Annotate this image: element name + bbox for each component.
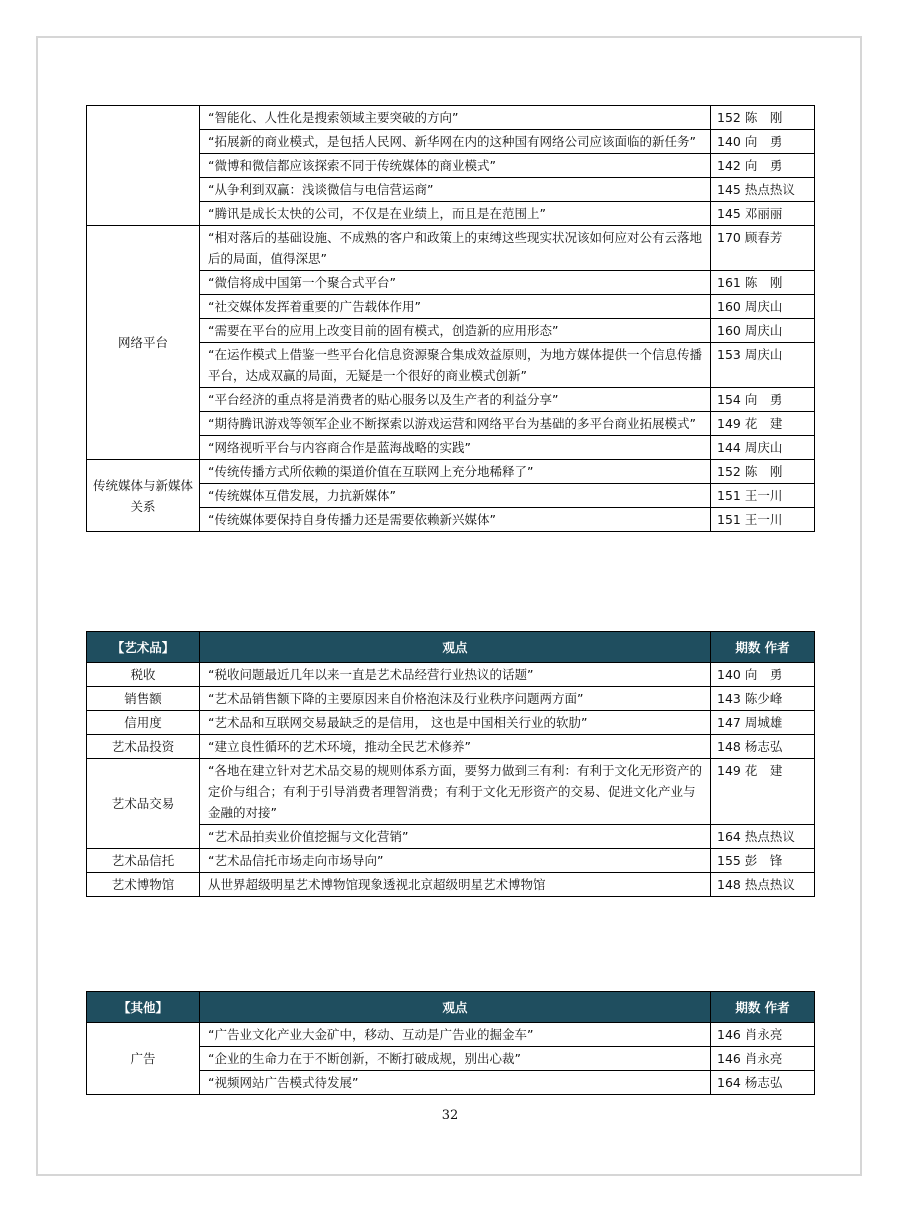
issue-author-cell bbox=[711, 388, 815, 412]
issue-number: 170 bbox=[717, 230, 741, 245]
header-category: 【其他】 bbox=[87, 992, 200, 1023]
view-cell: “传统媒体要保持自身传播力还是需要依赖新兴媒体” bbox=[200, 508, 711, 532]
author-name: 花 建 bbox=[744, 763, 783, 778]
view-cell: “各地在建立针对艺术品交易的规则体系方面，要努力做到三有利：有利于文化无形资产的定价与组合；有利于引导消费者理智消费；有利于文化无形资产的交易、促进文化产业与金融的对接” bbox=[200, 759, 711, 825]
category-cell: 传统媒体与新媒体关系 bbox=[87, 460, 200, 532]
issue-author-cell bbox=[711, 319, 815, 343]
author-name: 热点热议 bbox=[744, 877, 795, 892]
table-row bbox=[87, 226, 815, 271]
issue-number: 153 bbox=[717, 347, 741, 362]
issue-author-cell bbox=[711, 1047, 815, 1071]
header-category: 【艺术品】 bbox=[87, 632, 200, 663]
category-cell: 艺术品交易 bbox=[87, 759, 200, 849]
category-cell-empty bbox=[87, 106, 200, 226]
category-cell: 税收 bbox=[87, 663, 200, 687]
view-cell: “广告业文化产业大金矿中，移动、互动是广告业的掘金车” bbox=[200, 1023, 711, 1047]
author-name: 周城雄 bbox=[744, 715, 783, 730]
author-name: 肖永亮 bbox=[744, 1051, 783, 1066]
author-name: 王一川 bbox=[744, 488, 783, 503]
author-name: 陈 刚 bbox=[744, 464, 783, 479]
issue-author-cell bbox=[711, 735, 815, 759]
table-row bbox=[87, 460, 815, 484]
author-name: 王一川 bbox=[744, 512, 783, 527]
issue-number: 151 bbox=[717, 488, 741, 503]
category-cell: 广告 bbox=[87, 1023, 200, 1095]
issue-author-cell bbox=[711, 202, 815, 226]
issue-author-cell bbox=[711, 178, 815, 202]
view-cell: “相对落后的基础设施、不成熟的客户和政策上的束缚这些现实状况该如何应对公有云落地后的局面，值得深思” bbox=[200, 226, 711, 271]
view-cell: “税收问题最近几年以来一直是艺术品经营行业热议的话题” bbox=[200, 663, 711, 687]
view-cell: “平台经济的重点将是消费者的贴心服务以及生产者的利益分享” bbox=[200, 388, 711, 412]
category-cell: 信用度 bbox=[87, 711, 200, 735]
view-cell: “艺术品拍卖业价值挖掘与文化营销” bbox=[200, 825, 711, 849]
table-other bbox=[86, 991, 815, 1095]
view-cell: “智能化、人性化是搜索领域主要突破的方向” bbox=[200, 106, 711, 130]
author-name: 热点热议 bbox=[744, 829, 795, 844]
issue-number: 147 bbox=[717, 715, 741, 730]
author-name: 邓丽丽 bbox=[744, 206, 783, 221]
issue-number: 161 bbox=[717, 275, 741, 290]
issue-number: 164 bbox=[717, 829, 741, 844]
author-name: 向 勇 bbox=[744, 392, 783, 407]
issue-author-cell bbox=[711, 154, 815, 178]
author-name: 热点热议 bbox=[744, 182, 795, 197]
issue-number: 148 bbox=[717, 877, 741, 892]
table-art bbox=[86, 631, 815, 897]
view-cell: “微信将成中国第一个聚合式平台” bbox=[200, 271, 711, 295]
issue-number: 154 bbox=[717, 392, 741, 407]
issue-number: 151 bbox=[717, 512, 741, 527]
issue-author-cell bbox=[711, 873, 815, 897]
issue-author-cell bbox=[711, 1023, 815, 1047]
issue-number: 145 bbox=[717, 206, 741, 221]
author-name: 彭 锋 bbox=[744, 853, 783, 868]
table-internet-continued bbox=[86, 105, 815, 532]
issue-author-cell bbox=[711, 412, 815, 436]
author-name: 杨志弘 bbox=[744, 1075, 783, 1090]
table-row bbox=[87, 106, 815, 130]
issue-number: 152 bbox=[717, 464, 741, 479]
author-name: 陈 刚 bbox=[744, 110, 783, 125]
issue-number: 140 bbox=[717, 134, 741, 149]
view-cell: “艺术品销售额下降的主要原因来自价格泡沫及行业秩序问题两方面” bbox=[200, 687, 711, 711]
table-row bbox=[87, 759, 815, 825]
view-cell: 从世界超级明星艺术博物馆现象透视北京超级明星艺术博物馆 bbox=[200, 873, 711, 897]
issue-author-cell bbox=[711, 295, 815, 319]
issue-number: 145 bbox=[717, 182, 741, 197]
view-cell: “腾讯是成长太快的公司，不仅是在业绩上，而且是在范围上” bbox=[200, 202, 711, 226]
issue-author-cell bbox=[711, 849, 815, 873]
table-row bbox=[87, 873, 815, 897]
view-cell: “网络视听平台与内容商合作是蓝海战略的实践” bbox=[200, 436, 711, 460]
issue-author-cell bbox=[711, 825, 815, 849]
view-cell: “在运作模式上借鉴一些平台化信息资源聚合集成效益原则，为地方媒体提供一个信息传播平台，达成双赢的局面，无疑是一个很好的商业模式创新” bbox=[200, 343, 711, 388]
header-issue-author: 期数 作者 bbox=[711, 992, 815, 1023]
table-header-row bbox=[87, 992, 815, 1023]
issue-author-cell bbox=[711, 663, 815, 687]
table-row bbox=[87, 711, 815, 735]
author-name: 陈 刚 bbox=[744, 275, 783, 290]
author-name: 向 勇 bbox=[744, 667, 783, 682]
view-cell: “企业的生命力在于不断创新，不断打破成规，别出心裁” bbox=[200, 1047, 711, 1071]
category-cell: 艺术品信托 bbox=[87, 849, 200, 873]
issue-number: 144 bbox=[717, 440, 741, 455]
author-name: 周庆山 bbox=[744, 299, 783, 314]
issue-author-cell bbox=[711, 271, 815, 295]
author-name: 陈少峰 bbox=[744, 691, 783, 706]
issue-author-cell bbox=[711, 436, 815, 460]
category-cell: 网络平台 bbox=[87, 226, 200, 460]
issue-number: 148 bbox=[717, 739, 741, 754]
header-view: 观点 bbox=[200, 632, 711, 663]
author-name: 周庆山 bbox=[744, 440, 783, 455]
view-cell: “传统媒体互借发展，力抗新媒体” bbox=[200, 484, 711, 508]
issue-author-cell bbox=[711, 508, 815, 532]
view-cell: “需要在平台的应用上改变目前的固有模式，创造新的应用形态” bbox=[200, 319, 711, 343]
issue-number: 152 bbox=[717, 110, 741, 125]
issue-author-cell bbox=[711, 687, 815, 711]
author-name: 杨志弘 bbox=[744, 739, 783, 754]
issue-author-cell bbox=[711, 711, 815, 735]
table-row bbox=[87, 663, 815, 687]
view-cell: “建立良性循环的艺术环境，推动全民艺术修养” bbox=[200, 735, 711, 759]
header-view: 观点 bbox=[200, 992, 711, 1023]
table-row bbox=[87, 849, 815, 873]
issue-number: 146 bbox=[717, 1051, 741, 1066]
issue-number: 164 bbox=[717, 1075, 741, 1090]
issue-number: 155 bbox=[717, 853, 741, 868]
view-cell: “从争利到双赢：浅谈微信与电信营运商” bbox=[200, 178, 711, 202]
issue-author-cell bbox=[711, 130, 815, 154]
author-name: 周庆山 bbox=[744, 323, 783, 338]
view-cell: “艺术品信托市场走向市场导向” bbox=[200, 849, 711, 873]
issue-author-cell bbox=[711, 484, 815, 508]
issue-number: 143 bbox=[717, 691, 741, 706]
table-header-row bbox=[87, 632, 815, 663]
issue-number: 149 bbox=[717, 763, 741, 778]
view-cell: “期待腾讯游戏等领军企业不断探索以游戏运营和网络平台为基础的多平台商业拓展模式” bbox=[200, 412, 711, 436]
author-name: 花 建 bbox=[744, 416, 783, 431]
author-name: 向 勇 bbox=[744, 134, 783, 149]
category-cell: 销售额 bbox=[87, 687, 200, 711]
author-name: 向 勇 bbox=[744, 158, 783, 173]
issue-number: 160 bbox=[717, 299, 741, 314]
issue-author-cell bbox=[711, 759, 815, 825]
view-cell: “艺术品和互联网交易最缺乏的是信用， 这也是中国相关行业的软肋” bbox=[200, 711, 711, 735]
table-row bbox=[87, 687, 815, 711]
author-name: 周庆山 bbox=[744, 347, 783, 362]
category-cell: 艺术品投资 bbox=[87, 735, 200, 759]
view-cell: “社交媒体发挥着重要的广告载体作用” bbox=[200, 295, 711, 319]
category-cell: 艺术博物馆 bbox=[87, 873, 200, 897]
issue-author-cell bbox=[711, 226, 815, 271]
issue-number: 142 bbox=[717, 158, 741, 173]
issue-number: 140 bbox=[717, 667, 741, 682]
issue-author-cell bbox=[711, 343, 815, 388]
issue-author-cell bbox=[711, 460, 815, 484]
page-number: 32 bbox=[441, 1108, 459, 1123]
author-name: 顾春芳 bbox=[744, 230, 783, 245]
author-name: 肖永亮 bbox=[744, 1027, 783, 1042]
issue-author-cell bbox=[711, 1071, 815, 1095]
view-cell: “视频网站广告模式待发展” bbox=[200, 1071, 711, 1095]
issue-number: 146 bbox=[717, 1027, 741, 1042]
view-cell: “拓展新的商业模式，是包括人民网、新华网在内的这种国有网络公司应该面临的新任务” bbox=[200, 130, 711, 154]
table-row bbox=[87, 1023, 815, 1047]
table-row bbox=[87, 735, 815, 759]
view-cell: “微博和微信都应该探索不同于传统媒体的商业模式” bbox=[200, 154, 711, 178]
view-cell: “传统传播方式所依赖的渠道价值在互联网上充分地稀释了” bbox=[200, 460, 711, 484]
issue-number: 149 bbox=[717, 416, 741, 431]
issue-number: 160 bbox=[717, 323, 741, 338]
issue-author-cell bbox=[711, 106, 815, 130]
header-issue-author: 期数 作者 bbox=[711, 632, 815, 663]
